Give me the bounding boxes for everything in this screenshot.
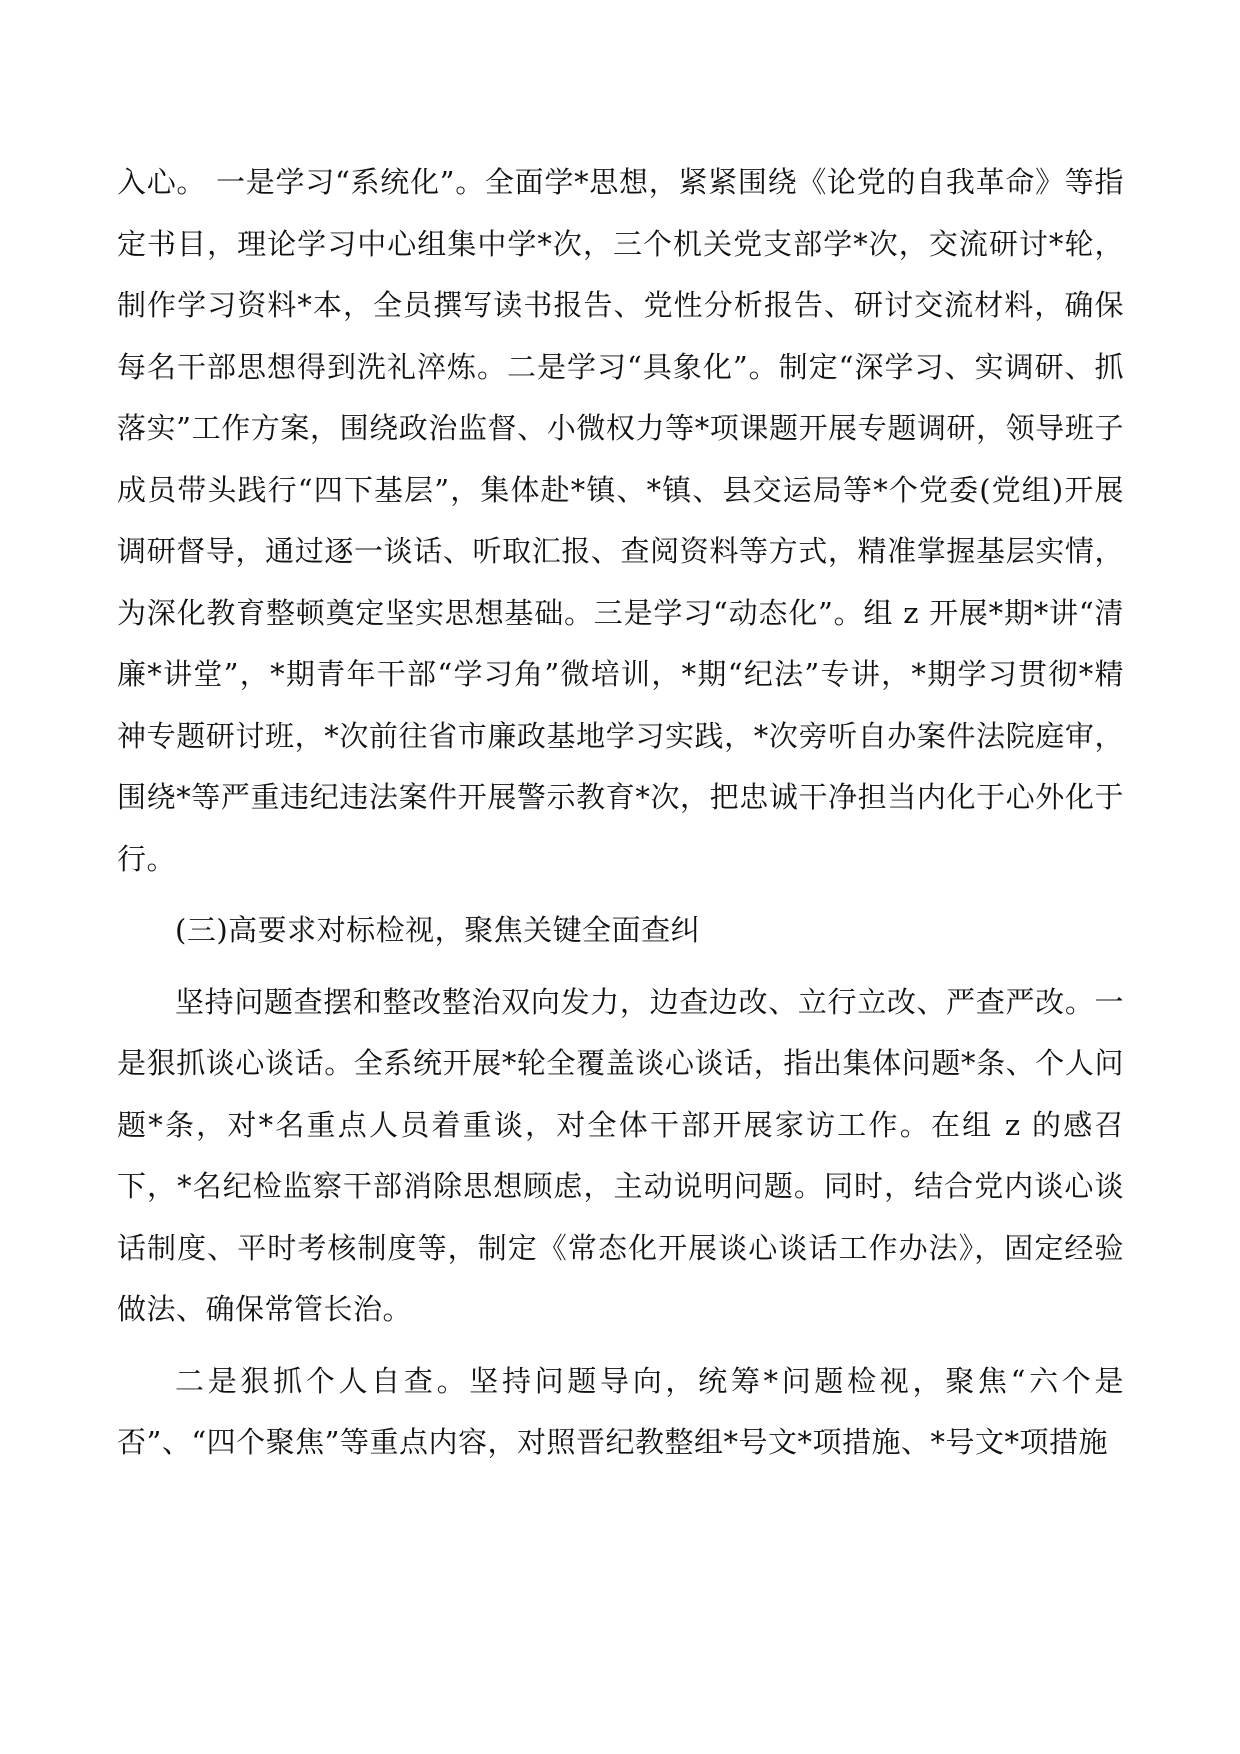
paragraph-self-check: 二是狠抓个人自查。坚持问题导向，统筹*问题检视，聚焦“六个是否”、“四个聚焦”等重点内容，对照晋纪教整组*号文*项措施、*号文*项措施: [117, 1363, 1124, 1459]
paragraph-review: 坚持问题查摆和整改整治双向发力，边查边改、立行立改、严查严改。一是狠抓谈心谈话。全系统开展*轮全覆盖谈心谈话，指出集体问题*条、个人问题*条，对*名重点人员着重谈，对全体干部开展家访工作。在组 z 的感召下，*名纪检监察干部消除思想顾虑，主动说明问题。同时，结合党内谈心谈话制度、平时考核制度等，制定《常态化开展谈心谈话工作办法》，固定经验做法、确保常管长治。: [117, 984, 1124, 1326]
document-body: [117, 152, 1124, 1474]
paragraph-learning: 入心。 一是学习“系统化”。全面学*思想，紧紧围绕《论党的自我革命》等指定书目，理论学习中心组集中学*次，三个机关党支部学*次，交流研讨*轮，制作学习资料*本，全员撰写读书报告、党性分析报告、研讨交流材料，确保每名干部思想得到洗礼淬炼。二是学习“具象化”。制定“深学习、实调研、抓落实”工作方案，围绕政治监督、小微权力等*项课题开展专题调研，领导班子成员带头践行“四下基层”，集体赴*镇、*镇、县交运局等*个党委(党组)开展调研督导，通过逐一谈话、听取汇报、查阅资料等方式，精准掌握基层实情，为深化教育整顿奠定坚实思想基础。三是学习“动态化”。组 z 开展*期*讲“清廉*讲堂”，*期青年干部“学习角”微培训，*期“纪法”专讲，*期学习贯彻*精神专题研讨班，*次前往省市廉政基地学习实践，*次旁听自办案件法院庭审，围绕*等严重违纪违法案件开展警示教育*次，把忠诚干净担当内化于心外化于行。: [117, 165, 1124, 876]
section-heading-three: (三)高要求对标检视，聚焦关键全面查纠: [175, 913, 701, 947]
